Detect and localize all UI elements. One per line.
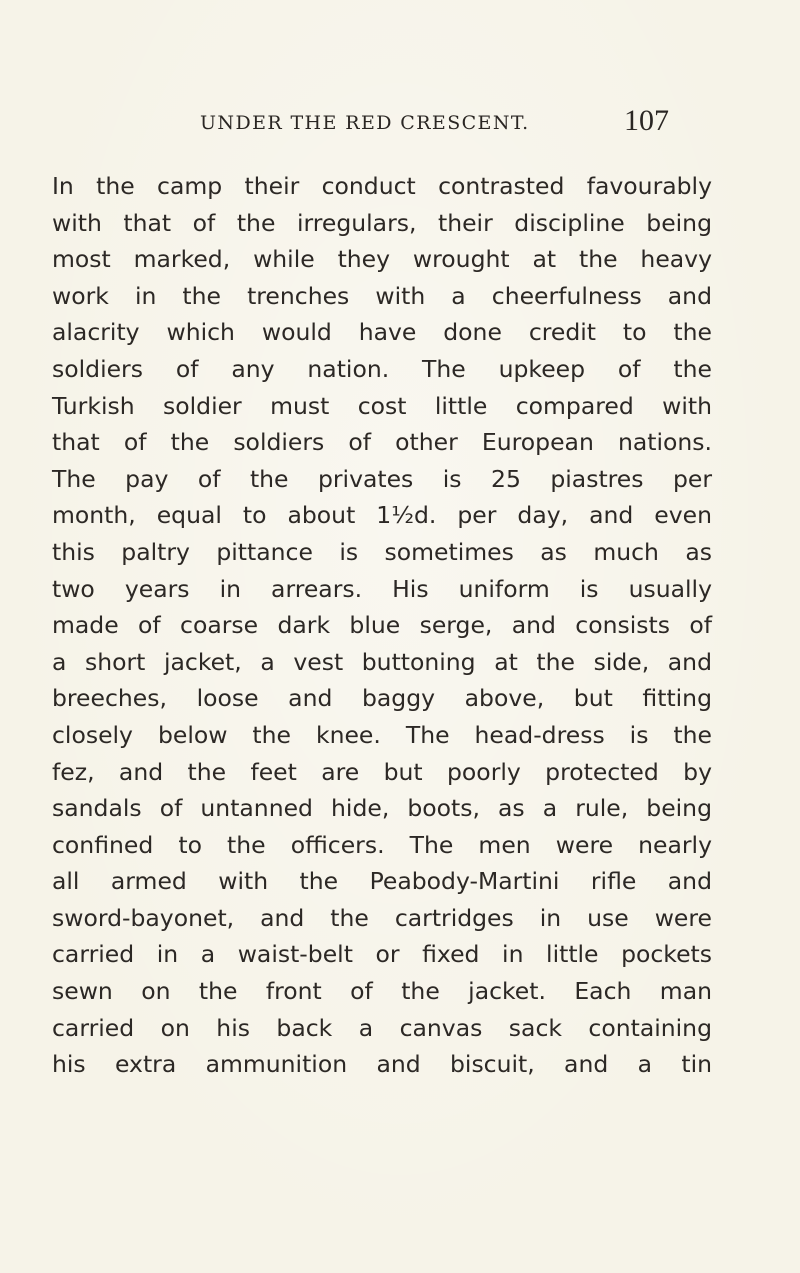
text-line: most marked, while they wrought at the heavy bbox=[52, 245, 712, 274]
text-line: confined to the officers. The men were nearly bbox=[52, 830, 712, 859]
text-line: breeches, loose and baggy above, but fitting bbox=[52, 684, 712, 713]
text-line: all armed with the Peabody-Martini rifle and bbox=[52, 867, 712, 896]
text-line: sandals of untanned hide, boots, as a rule, being bbox=[52, 794, 712, 823]
text-line: month, equal to about 1½d. per day, and even bbox=[52, 501, 712, 530]
text-line: sewn on the front of the jacket. Each man bbox=[52, 977, 712, 1006]
text-line: The pay of the privates is 25 piastres per bbox=[52, 464, 712, 493]
text-line: with that of the irregulars, their discipline being bbox=[52, 208, 712, 237]
text-line: fez, and the feet are but poorly protected by bbox=[52, 757, 712, 786]
text-line: Turkish soldier must cost little compared with bbox=[52, 391, 712, 420]
text-line: made of coarse dark blue serge, and consists of bbox=[52, 611, 712, 640]
text-line: two years in arrears. His uniform is usually bbox=[52, 574, 712, 603]
text-line: work in the trenches with a cheerfulness and bbox=[52, 281, 712, 310]
text-line: carried in a waist-belt or fixed in little pockets bbox=[52, 940, 712, 969]
text-line: In the camp their conduct contrasted favourably bbox=[52, 172, 712, 200]
text-line: alacrity which would have done credit to the bbox=[52, 318, 712, 347]
running-head: UNDER THE RED CRESCENT. bbox=[200, 112, 530, 134]
text-line: carried on his back a canvas sack containing bbox=[52, 1013, 712, 1042]
text-line: closely below the knee. The head-dress is the bbox=[52, 720, 712, 749]
text-line: a short jacket, a vest buttoning at the side, and bbox=[52, 647, 712, 676]
body-text bbox=[52, 168, 712, 1083]
text-line: this paltry pittance is sometimes as much as bbox=[52, 537, 712, 566]
text-line: his extra ammunition and biscuit, and a tin bbox=[52, 1050, 712, 1079]
page-number: 107 bbox=[624, 104, 669, 137]
text-line: soldiers of any nation. The upkeep of the bbox=[52, 354, 712, 383]
text-line: sword-bayonet, and the cartridges in use were bbox=[52, 903, 712, 932]
text-line: that of the soldiers of other European nations. bbox=[52, 428, 712, 457]
